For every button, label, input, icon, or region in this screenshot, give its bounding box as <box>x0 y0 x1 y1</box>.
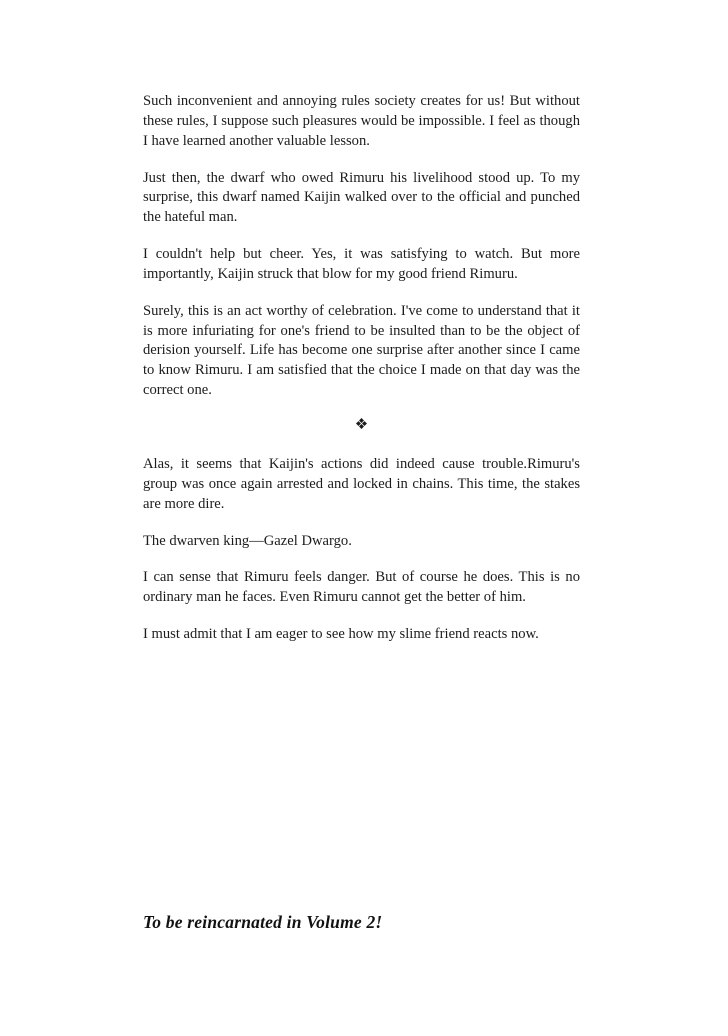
paragraph: I couldn't help but cheer. Yes, it was satisfying to watch. But more importantly, Kaijin struck that blow for my good friend Rimuru. <box>143 246 580 282</box>
section-divider-ornament: ❖ <box>354 416 369 433</box>
closing-line: To be reincarnated in Volume 2! <box>143 912 383 932</box>
paragraph: The dwarven king—Gazel Dwargo. <box>143 532 352 549</box>
paragraph: Just then, the dwarf who owed Rimuru his livelihood stood up. To my surprise, this dwarf named Kaijin walked over to the official and punched the hateful man. <box>143 169 580 226</box>
body-text-column <box>143 92 580 645</box>
paragraph: Such inconvenient and annoying rules society creates for us! But without these rules, I suppose such pleasures would be impossible. I feel as though I have learned another valuable lesson. <box>143 93 580 149</box>
paragraph: I must admit that I am eager to see how my slime friend reacts now. <box>143 626 539 643</box>
paragraph: I can sense that Rimuru feels danger. But of course he does. This is no ordinary man he faces. Even Rimuru cannot get the better of him. <box>143 569 580 606</box>
paragraph: Surely, this is an act worthy of celebration. I've come to understand that it is more infuriating for one's friend to be insulted than to be the object of derision yourself. Life has become one surprise after another since I came to know Rimuru. I am satisfied that the choice I made on that day was the correct one. <box>143 302 580 399</box>
paragraph: Alas, it seems that Kaijin's actions did indeed cause trouble.Rimuru's group was once again arrested and locked in chains. This time, the stakes are more dire. <box>143 455 580 512</box>
